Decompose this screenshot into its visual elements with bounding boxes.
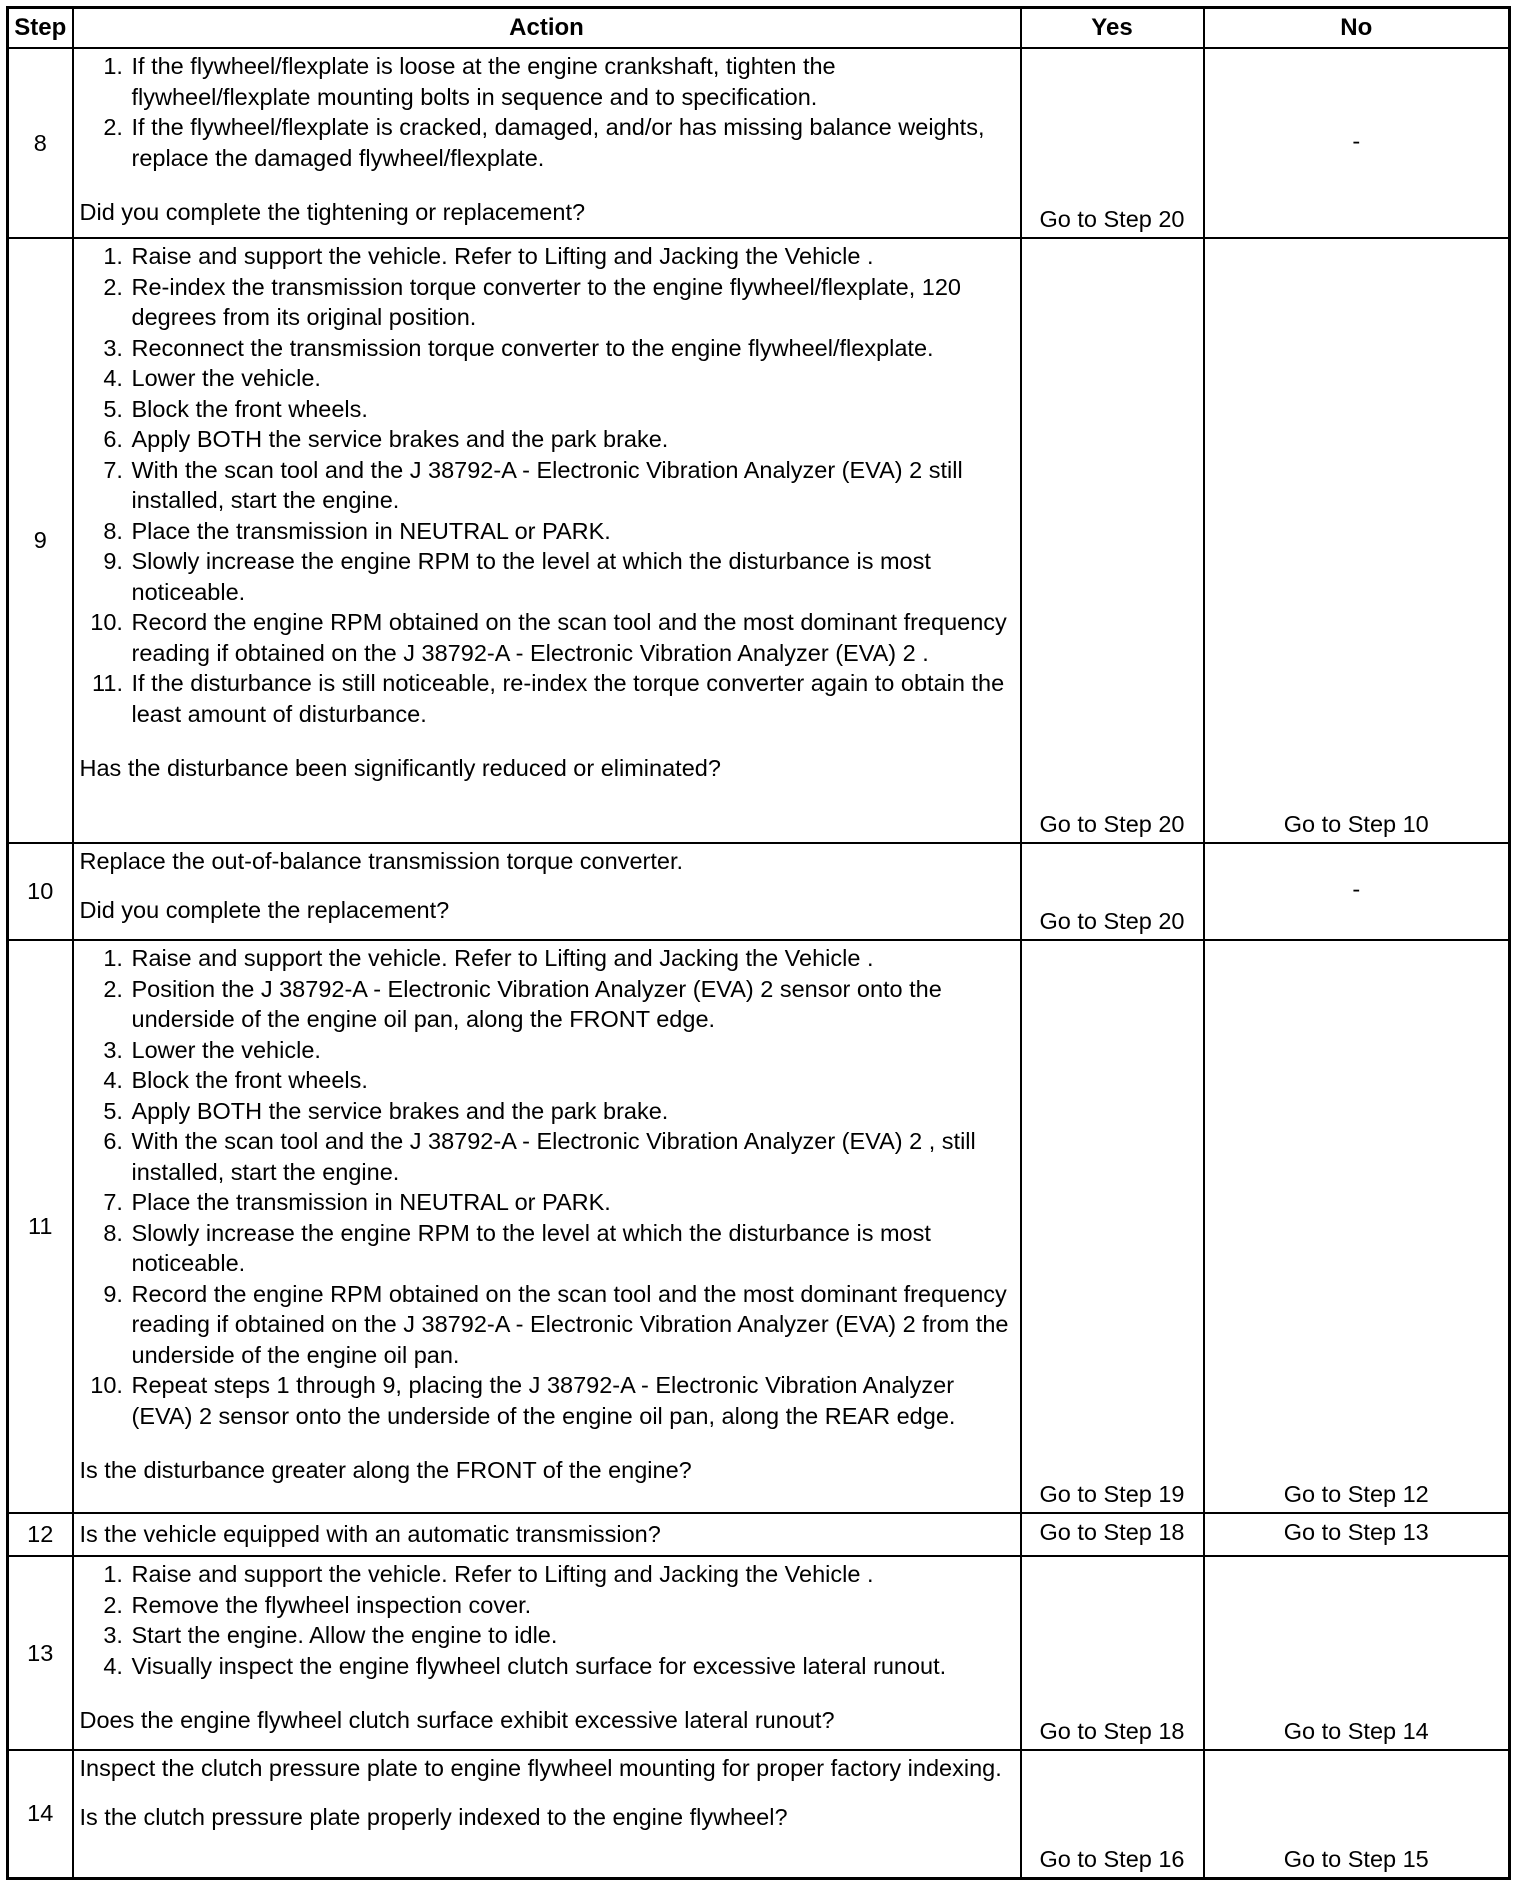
header-no: No <box>1204 8 1510 49</box>
header-step: Step <box>8 8 73 49</box>
diagnostic-table <box>6 6 1511 1880</box>
step-number: 10 <box>8 843 73 940</box>
step-row-8 <box>8 48 1510 238</box>
instruction-item: 9. Record the engine RPM obtained on the scan tool and the most dominant frequency reading if obtained on the J 38792-A - Electronic Vibration Analyzer (EVA) 2 from the underside of the engine oil pan. <box>130 1279 1014 1371</box>
instruction-item: 1. Raise and support the vehicle. Refer to Lifting and Jacking the Vehicle . <box>130 1559 1014 1590</box>
instruction-item: 1. Raise and support the vehicle. Refer to Lifting and Jacking the Vehicle . <box>130 241 1014 272</box>
step-action <box>73 1750 1021 1878</box>
no-result: - <box>1204 48 1510 238</box>
yes-result: Go to Step 18 <box>1021 1513 1204 1556</box>
step-question: Did you complete the replacement? <box>79 896 450 923</box>
step-number: 14 <box>8 1750 73 1878</box>
no-result: Go to Step 13 <box>1204 1513 1510 1556</box>
instruction-item: 10. Repeat steps 1 through 9, placing the J 38792-A - Electronic Vibration Analyzer (EVA) 2 sensor onto the underside of the engine oil pan, along the REAR edge. <box>130 1370 1014 1431</box>
instruction-item: 6. With the scan tool and the J 38792-A - Electronic Vibration Analyzer (EVA) 2 , still installed, start the engine. <box>130 1126 1014 1187</box>
step-action <box>73 48 1021 238</box>
no-result: Go to Step 10 <box>1204 238 1510 843</box>
step-action <box>73 238 1021 843</box>
no-result: Go to Step 12 <box>1204 940 1510 1513</box>
yes-result: Go to Step 20 <box>1021 238 1204 843</box>
step-row-13 <box>8 1556 1510 1750</box>
yes-result: Go to Step 20 <box>1021 48 1204 238</box>
no-result: Go to Step 14 <box>1204 1556 1510 1750</box>
instruction-item: 7. Place the transmission in NEUTRAL or PARK. <box>130 1187 1014 1218</box>
step-question: Is the vehicle equipped with an automatic transmission? <box>79 1520 661 1547</box>
yes-result: Go to Step 18 <box>1021 1556 1204 1750</box>
instruction-list <box>80 1559 1014 1681</box>
instruction-item: 2. Re-index the transmission torque converter to the engine flywheel/flexplate, 120 degrees from its original position. <box>130 272 1014 333</box>
instruction-item: 2. Position the J 38792-A - Electronic Vibration Analyzer (EVA) 2 sensor onto the underside of the engine oil pan, along the FRONT edge. <box>130 974 1014 1035</box>
instruction-item: 3. Reconnect the transmission torque converter to the engine flywheel/flexplate. <box>130 333 1014 364</box>
instruction-item: 4. Visually inspect the engine flywheel clutch surface for excessive lateral runout. <box>130 1651 1014 1682</box>
instruction-item: 1. If the flywheel/flexplate is loose at the engine crankshaft, tighten the flywheel/flexplate mounting bolts in sequence and to specification. <box>130 51 1014 112</box>
step-row-10 <box>8 843 1510 940</box>
instruction-item: 10. Record the engine RPM obtained on the scan tool and the most dominant frequency reading if obtained on the J 38792-A - Electronic Vibration Analyzer (EVA) 2 . <box>130 607 1014 668</box>
yes-result: Go to Step 19 <box>1021 940 1204 1513</box>
step-row-9 <box>8 238 1510 843</box>
instruction-list <box>80 51 1014 173</box>
instruction-item: 11. If the disturbance is still noticeable, re-index the torque converter again to obtain the least amount of disturbance. <box>130 668 1014 729</box>
step-text: Replace the out-of-balance transmission torque converter. <box>79 848 683 874</box>
instruction-item: 3. Lower the vehicle. <box>130 1035 1014 1066</box>
instruction-item: 5. Apply BOTH the service brakes and the park brake. <box>130 1096 1014 1127</box>
yes-result: Go to Step 20 <box>1021 843 1204 940</box>
instruction-item: 5. Block the front wheels. <box>130 394 1014 425</box>
step-row-14 <box>8 1750 1510 1878</box>
step-question: Is the clutch pressure plate properly indexed to the engine flywheel? <box>79 1803 788 1830</box>
yes-result: Go to Step 16 <box>1021 1750 1204 1878</box>
step-row-11 <box>8 940 1510 1513</box>
step-question: Did you complete the tightening or replacement? <box>79 199 586 225</box>
step-number: 9 <box>8 238 73 843</box>
step-action <box>73 1556 1021 1750</box>
instruction-item: 2. If the flywheel/flexplate is cracked, damaged, and/or has missing balance weights, replace the damaged flywheel/flexplate. <box>130 112 1014 173</box>
instruction-list <box>80 943 1014 1431</box>
step-text: Inspect the clutch pressure plate to engine flywheel mounting for proper factory indexing. <box>79 1755 1002 1781</box>
step-number: 8 <box>8 48 73 238</box>
instruction-item: 8. Place the transmission in NEUTRAL or PARK. <box>130 516 1014 547</box>
instruction-item: 7. With the scan tool and the J 38792-A - Electronic Vibration Analyzer (EVA) 2 still installed, start the engine. <box>130 455 1014 516</box>
step-question: Is the disturbance greater along the FRONT of the engine? <box>79 1457 692 1483</box>
no-result: Go to Step 15 <box>1204 1750 1510 1878</box>
step-number: 12 <box>8 1513 73 1556</box>
no-result: - <box>1204 843 1510 940</box>
instruction-list <box>80 241 1014 729</box>
header-action: Action <box>73 8 1021 49</box>
instruction-item: 6. Apply BOTH the service brakes and the park brake. <box>130 424 1014 455</box>
step-action <box>73 940 1021 1513</box>
header-yes: Yes <box>1021 8 1204 49</box>
step-number: 11 <box>8 940 73 1513</box>
instruction-item: 9. Slowly increase the engine RPM to the level at which the disturbance is most noticeable. <box>130 546 1014 607</box>
instruction-item: 4. Block the front wheels. <box>130 1065 1014 1096</box>
header-row <box>8 8 1510 49</box>
step-number: 13 <box>8 1556 73 1750</box>
instruction-item: 3. Start the engine. Allow the engine to idle. <box>130 1620 1014 1651</box>
instruction-item: 2. Remove the flywheel inspection cover. <box>130 1590 1014 1621</box>
step-question: Has the disturbance been significantly reduced or eliminated? <box>79 755 721 781</box>
instruction-item: 1. Raise and support the vehicle. Refer to Lifting and Jacking the Vehicle . <box>130 943 1014 974</box>
step-question: Does the engine flywheel clutch surface exhibit excessive lateral runout? <box>79 1707 835 1733</box>
instruction-item: 4. Lower the vehicle. <box>130 363 1014 394</box>
instruction-item: 8. Slowly increase the engine RPM to the level at which the disturbance is most noticeable. <box>130 1218 1014 1279</box>
step-row-12 <box>8 1513 1510 1556</box>
step-action <box>73 1513 1021 1556</box>
step-action <box>73 843 1021 940</box>
